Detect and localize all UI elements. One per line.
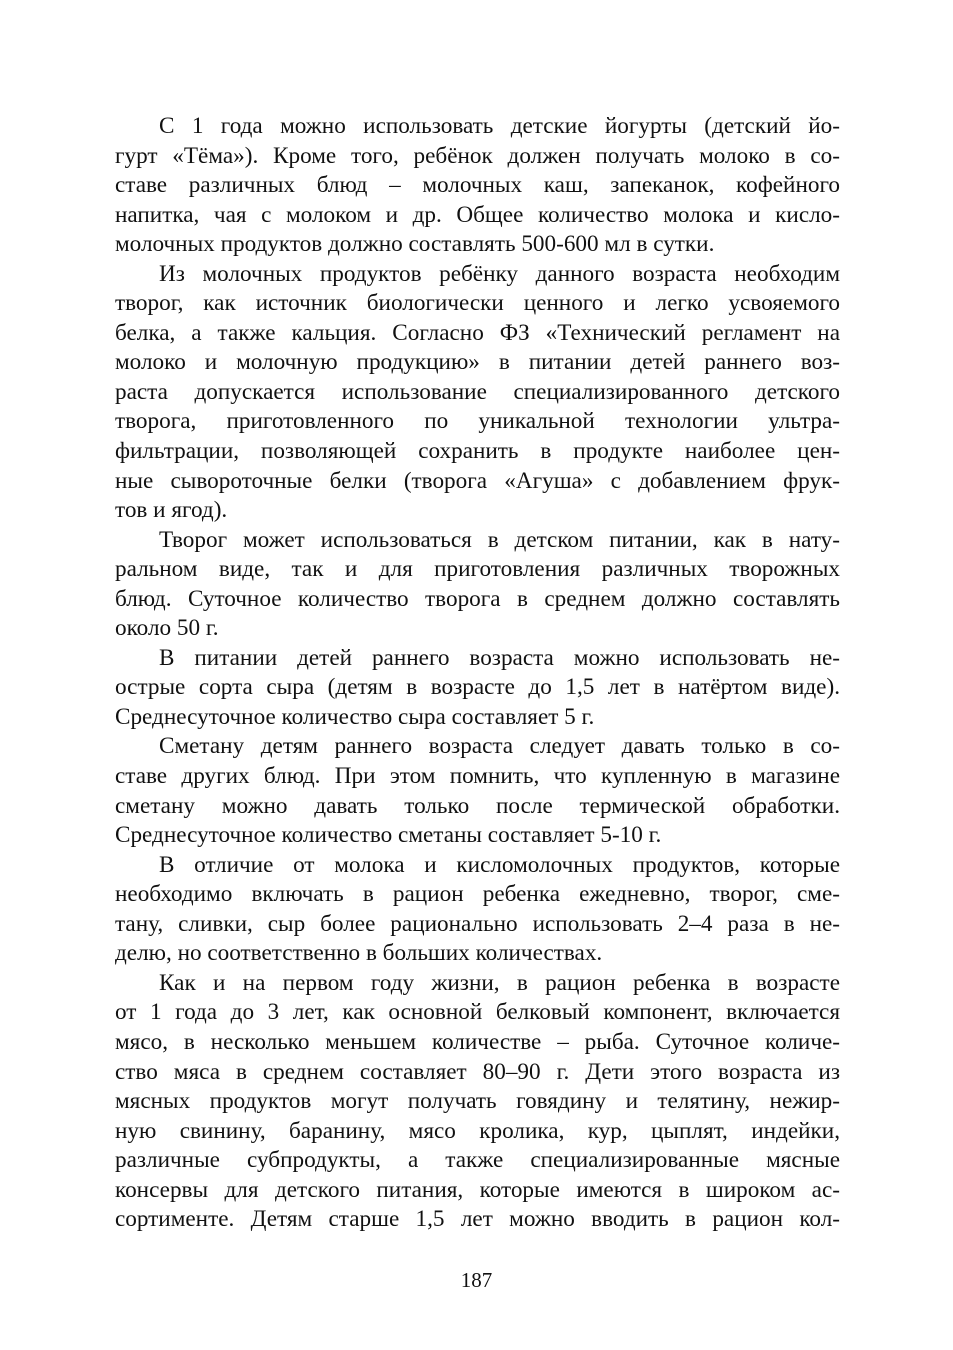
text-line: от 1 года до 3 лет, как основной белковый компонент, включается [115, 999, 840, 1026]
text-line: блюд. Суточное количество творога в среднем должно составлять [115, 585, 840, 612]
paragraph-7 [115, 969, 840, 1235]
text-line: тов и ягод). [115, 497, 228, 524]
text-line: Сметану детям раннего возраста следует давать только в со- [159, 733, 840, 760]
text-line: творога, приготовленного по уникальной технологии ультра- [115, 408, 840, 435]
paragraph-3 [115, 526, 840, 644]
paragraph-5 [115, 732, 840, 850]
text-line: мясо, в несколько меньшем количестве – рыба. Суточное количе- [115, 1028, 840, 1055]
body-text [115, 112, 840, 1235]
text-line: С 1 года можно использовать детские йогурты (детский йо- [159, 113, 840, 139]
paragraph-6 [115, 851, 840, 969]
text-line: сметану можно давать только после термической обработки. [115, 792, 840, 819]
text-line: Среднесуточное количество сыра составляет 5 г. [115, 703, 595, 730]
text-line: В отличие от молока и кисломолочных продуктов, которые [159, 851, 840, 878]
text-line: Как и на первом году жизни, в рацион ребенка в возрасте [159, 969, 840, 996]
paragraph-4 [115, 644, 840, 733]
text-line: сортименте. Детям старше 1,5 лет можно вводить в рацион кол- [115, 1206, 840, 1233]
paragraph-2 [115, 260, 840, 526]
text-line: гурт «Тёма»). Кроме того, ребёнок должен получать молоко в со- [115, 142, 840, 169]
text-line: ставе различных блюд – молочных каш, запеканок, кофейного [115, 172, 840, 199]
text-line: около 50 г. [115, 615, 219, 642]
text-line: Среднесуточное количество сметаны составляет 5-10 г. [115, 822, 662, 849]
text-line: ную свинину, баранину, мясо кролика, кур, цыплят, индейки, [115, 1117, 840, 1144]
text-line: Из молочных продуктов ребёнку данного возраста необходим [159, 260, 840, 287]
text-line: фильтрации, позволяющей сохранить в продукте наиболее цен- [115, 438, 840, 465]
text-line: ные сывороточные белки (творога «Агуша» с добавлением фрук- [115, 467, 840, 494]
text-line: молочных продуктов должно составлять 500-600 мл в сутки. [115, 231, 715, 258]
text-line: острые сорта сыра (детям в возрасте до 1,5 лет в натёртом виде). [115, 674, 840, 701]
text-line: Творог может использоваться в детском питании, как в нату- [159, 526, 840, 553]
page-number: 187 [460, 1268, 493, 1292]
text-line: необходимо включать в рацион ребенка ежедневно, творог, сме- [115, 881, 840, 908]
text-line: мясных продуктов могут получать говядину и телятину, нежир- [115, 1088, 840, 1115]
text-line: В питании детей раннего возраста можно использовать не- [159, 644, 840, 671]
text-line: напитка, чая с молоком и др. Общее количество молока и кисло- [115, 201, 840, 228]
paragraph-1 [115, 112, 840, 260]
text-line: консервы для детского питания, которые имеются в широком ас- [115, 1176, 840, 1203]
text-line: ставе других блюд. При этом помнить, что купленную в магазине [115, 763, 840, 790]
text-line: различные субпродукты, а также специализированные мясные [115, 1147, 840, 1174]
text-line: ство мяса в среднем составляет 80–90 г. Дети этого возраста из [115, 1058, 840, 1085]
text-line: раста допускается использование специализированного детского [115, 378, 840, 405]
text-line: молоко и молочную продукцию» в питании детей раннего воз- [115, 349, 840, 376]
text-line: ральном виде, так и для приготовления различных творожных [115, 556, 840, 583]
text-line: творог, как источник биологически ценного и легко усвояемого [115, 290, 840, 317]
text-line: белка, а также кальция. Согласно ФЗ «Технический регламент на [115, 319, 840, 346]
text-line: тану, сливки, сыр более рационально использовать 2–4 раза в не- [115, 910, 840, 937]
text-line: делю, но соответственно в больших количествах. [115, 940, 603, 967]
